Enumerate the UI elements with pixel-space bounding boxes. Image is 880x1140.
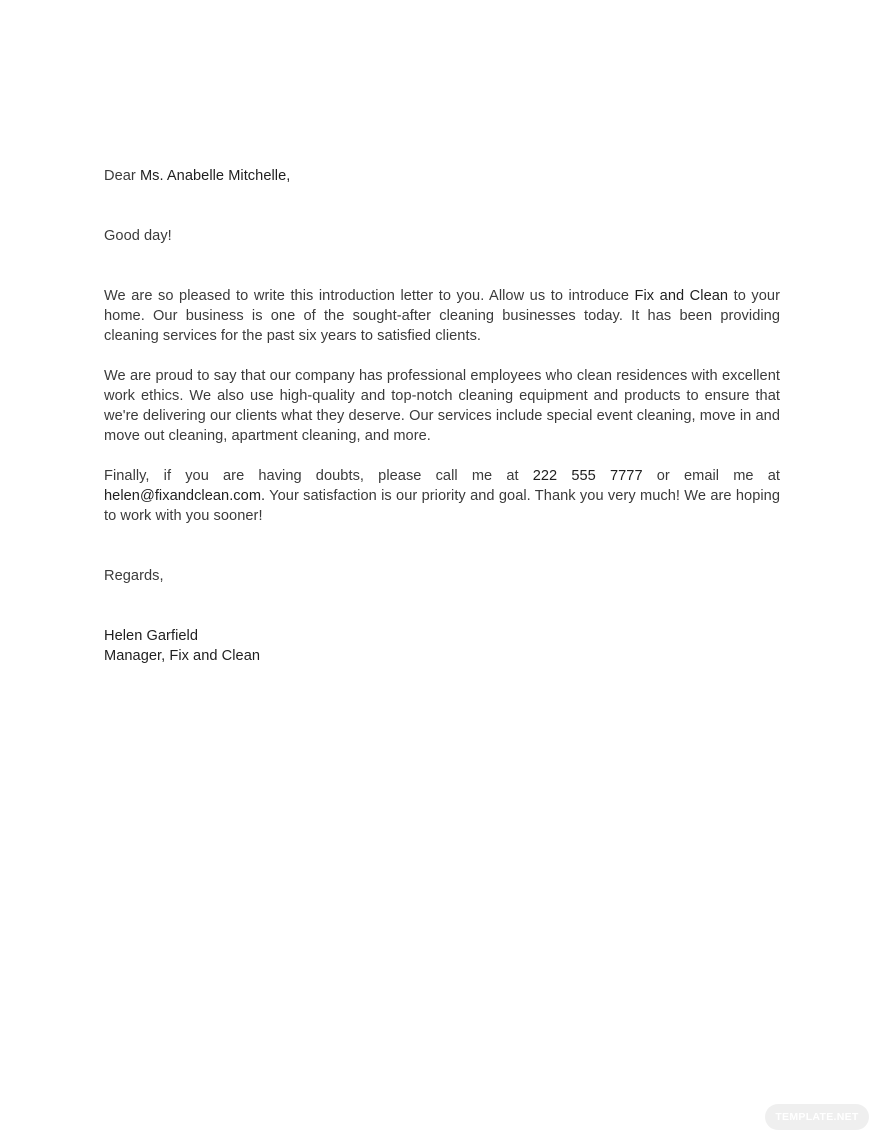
email-address: helen@fixandclean.com. bbox=[104, 488, 266, 504]
company-name: Fix and Clean bbox=[634, 288, 729, 304]
closing: Regards, bbox=[104, 568, 164, 584]
signature-name: Helen Garfield bbox=[104, 628, 198, 644]
paragraph-contact-text-1: Finally, if you are having doubts, please call me at bbox=[104, 468, 533, 484]
paragraph-contact-text-2: or email me at bbox=[642, 468, 780, 484]
greeting: Good day! bbox=[104, 228, 172, 244]
signature-title: Manager, Fix and Clean bbox=[104, 648, 261, 664]
phone-number: 222 555 7777 bbox=[532, 468, 643, 484]
paragraph-introduction-text-1: We are so pleased to write this introduction letter to you. Allow us to introduce bbox=[104, 288, 635, 304]
signature-block bbox=[104, 626, 780, 666]
recipient-name: Ms. Anabelle Mitchelle, bbox=[139, 168, 291, 184]
salutation bbox=[104, 166, 780, 186]
paragraph-contact-text-3: Your satisfaction is our priority and goal. Thank you very much! We are hoping to work with you sooner! bbox=[104, 488, 780, 524]
paragraph-introduction-text-2: to your home. Our business is one of the sought-after cleaning businesses today. It has been providing cleaning services for the past six years to satisfied clients. bbox=[104, 288, 780, 344]
paragraph-contact bbox=[104, 466, 780, 526]
paragraph-introduction bbox=[104, 286, 780, 346]
salutation-prefix: Dear bbox=[104, 168, 140, 184]
letter-body bbox=[104, 166, 780, 666]
paragraph-services: We are proud to say that our company has professional employees who clean residences with excellent work ethics. We also use high-quality and top-notch cleaning equipment and products to ensure that we're delivering our clients what they deserve. Our services include special event cleaning, move in and move out cleaning, apartment cleaning, and more. bbox=[104, 368, 780, 444]
template-watermark: TEMPLATE.NET bbox=[765, 1104, 869, 1130]
